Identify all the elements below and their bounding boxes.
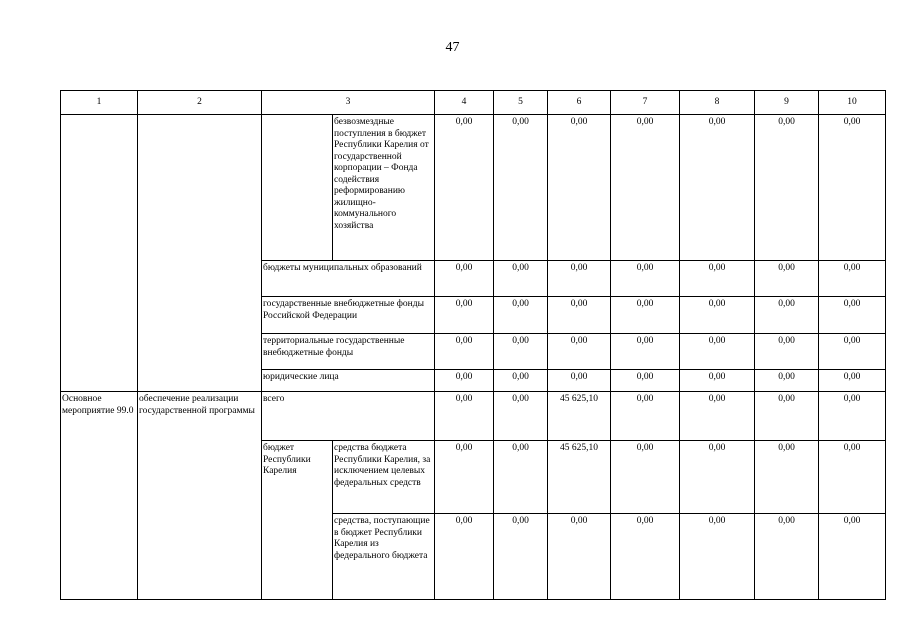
value-cell: 0,00 xyxy=(494,261,548,297)
value-cell: 0,00 xyxy=(680,441,755,514)
header-cell: 6 xyxy=(548,91,611,115)
value-cell: 0,00 xyxy=(494,514,548,600)
value-cell: 0,00 xyxy=(548,261,611,297)
value-cell: 0,00 xyxy=(611,514,680,600)
value-cell: 0,00 xyxy=(611,441,680,514)
value-cell: 0,00 xyxy=(435,115,494,261)
value-cell: 0,00 xyxy=(680,392,755,441)
value-cell: 0,00 xyxy=(435,370,494,392)
value-cell: 0,00 xyxy=(494,441,548,514)
value-cell: 0,00 xyxy=(611,115,680,261)
header-cell: 5 xyxy=(494,91,548,115)
page-number: 47 xyxy=(445,40,460,55)
cell-col2-empty xyxy=(138,115,262,392)
cell-source-detail: средства бюджета Республики Карелия, за исключением целевых федеральных средств xyxy=(333,441,435,514)
value-cell: 0,00 xyxy=(494,334,548,370)
value-cell: 0,00 xyxy=(755,115,819,261)
value-cell: 45 625,10 xyxy=(548,441,611,514)
budget-table xyxy=(60,90,886,600)
measure-description: обеспечение реализации государственной программы xyxy=(138,392,262,600)
value-cell: 0,00 xyxy=(755,392,819,441)
value-cell: 0,00 xyxy=(680,297,755,334)
value-cell: 0,00 xyxy=(819,370,886,392)
value-cell: 0,00 xyxy=(548,297,611,334)
header-cell: 3 xyxy=(262,91,435,115)
header-cell: 2 xyxy=(138,91,262,115)
cell-source: юридические лица xyxy=(262,370,435,392)
value-cell: 0,00 xyxy=(819,392,886,441)
cell-source: всего xyxy=(262,392,435,441)
cell-source-detail: безвозмездные поступления в бюджет Республики Карелия от государственной корпорации – Фонда содействия реформированию жилищно-коммунального хозяйства xyxy=(333,115,435,261)
cell-source-detail: средства, поступающие в бюджет Республики Карелия из федерального бюджета xyxy=(333,514,435,600)
header-row xyxy=(61,91,886,115)
value-cell: 0,00 xyxy=(680,334,755,370)
value-cell: 0,00 xyxy=(548,514,611,600)
value-cell: 0,00 xyxy=(494,297,548,334)
value-cell: 0,00 xyxy=(819,297,886,334)
value-cell: 0,00 xyxy=(494,115,548,261)
value-cell: 0,00 xyxy=(435,392,494,441)
value-cell: 45 625,10 xyxy=(548,392,611,441)
value-cell: 0,00 xyxy=(435,261,494,297)
value-cell: 0,00 xyxy=(435,514,494,600)
header-cell: 10 xyxy=(819,91,886,115)
measure-name: Основное мероприятие 99.0 xyxy=(61,392,138,600)
value-cell: 0,00 xyxy=(611,392,680,441)
value-cell: 0,00 xyxy=(548,370,611,392)
table-row xyxy=(61,115,886,261)
value-cell: 0,00 xyxy=(611,261,680,297)
value-cell: 0,00 xyxy=(548,115,611,261)
value-cell: 0,00 xyxy=(548,334,611,370)
value-cell: 0,00 xyxy=(611,297,680,334)
value-cell: 0,00 xyxy=(611,370,680,392)
cell-col1-empty xyxy=(61,115,138,392)
value-cell: 0,00 xyxy=(755,297,819,334)
value-cell: 0,00 xyxy=(435,297,494,334)
value-cell: 0,00 xyxy=(755,370,819,392)
value-cell: 0,00 xyxy=(680,115,755,261)
header-cell: 7 xyxy=(611,91,680,115)
header-cell: 4 xyxy=(435,91,494,115)
value-cell: 0,00 xyxy=(680,514,755,600)
value-cell: 0,00 xyxy=(819,261,886,297)
value-cell: 0,00 xyxy=(755,334,819,370)
value-cell: 0,00 xyxy=(755,261,819,297)
value-cell: 0,00 xyxy=(435,441,494,514)
budget-source: бюджет Республики Карелия xyxy=(262,441,333,600)
value-cell: 0,00 xyxy=(494,392,548,441)
value-cell: 0,00 xyxy=(755,514,819,600)
value-cell: 0,00 xyxy=(819,334,886,370)
value-cell: 0,00 xyxy=(819,115,886,261)
value-cell: 0,00 xyxy=(819,441,886,514)
value-cell: 0,00 xyxy=(611,334,680,370)
cell-source: бюджеты муниципальных образований xyxy=(262,261,435,297)
cell-source: государственные внебюджетные фонды Российской Федерации xyxy=(262,297,435,334)
cell-col3a-empty xyxy=(262,115,333,261)
table-row xyxy=(61,392,886,441)
value-cell: 0,00 xyxy=(755,441,819,514)
value-cell: 0,00 xyxy=(494,370,548,392)
header-cell: 8 xyxy=(680,91,755,115)
value-cell: 0,00 xyxy=(435,334,494,370)
value-cell: 0,00 xyxy=(819,514,886,600)
value-cell: 0,00 xyxy=(680,261,755,297)
value-cell: 0,00 xyxy=(680,370,755,392)
header-cell: 1 xyxy=(61,91,138,115)
header-cell: 9 xyxy=(755,91,819,115)
cell-source: территориальные государственные внебюджетные фонды xyxy=(262,334,435,370)
